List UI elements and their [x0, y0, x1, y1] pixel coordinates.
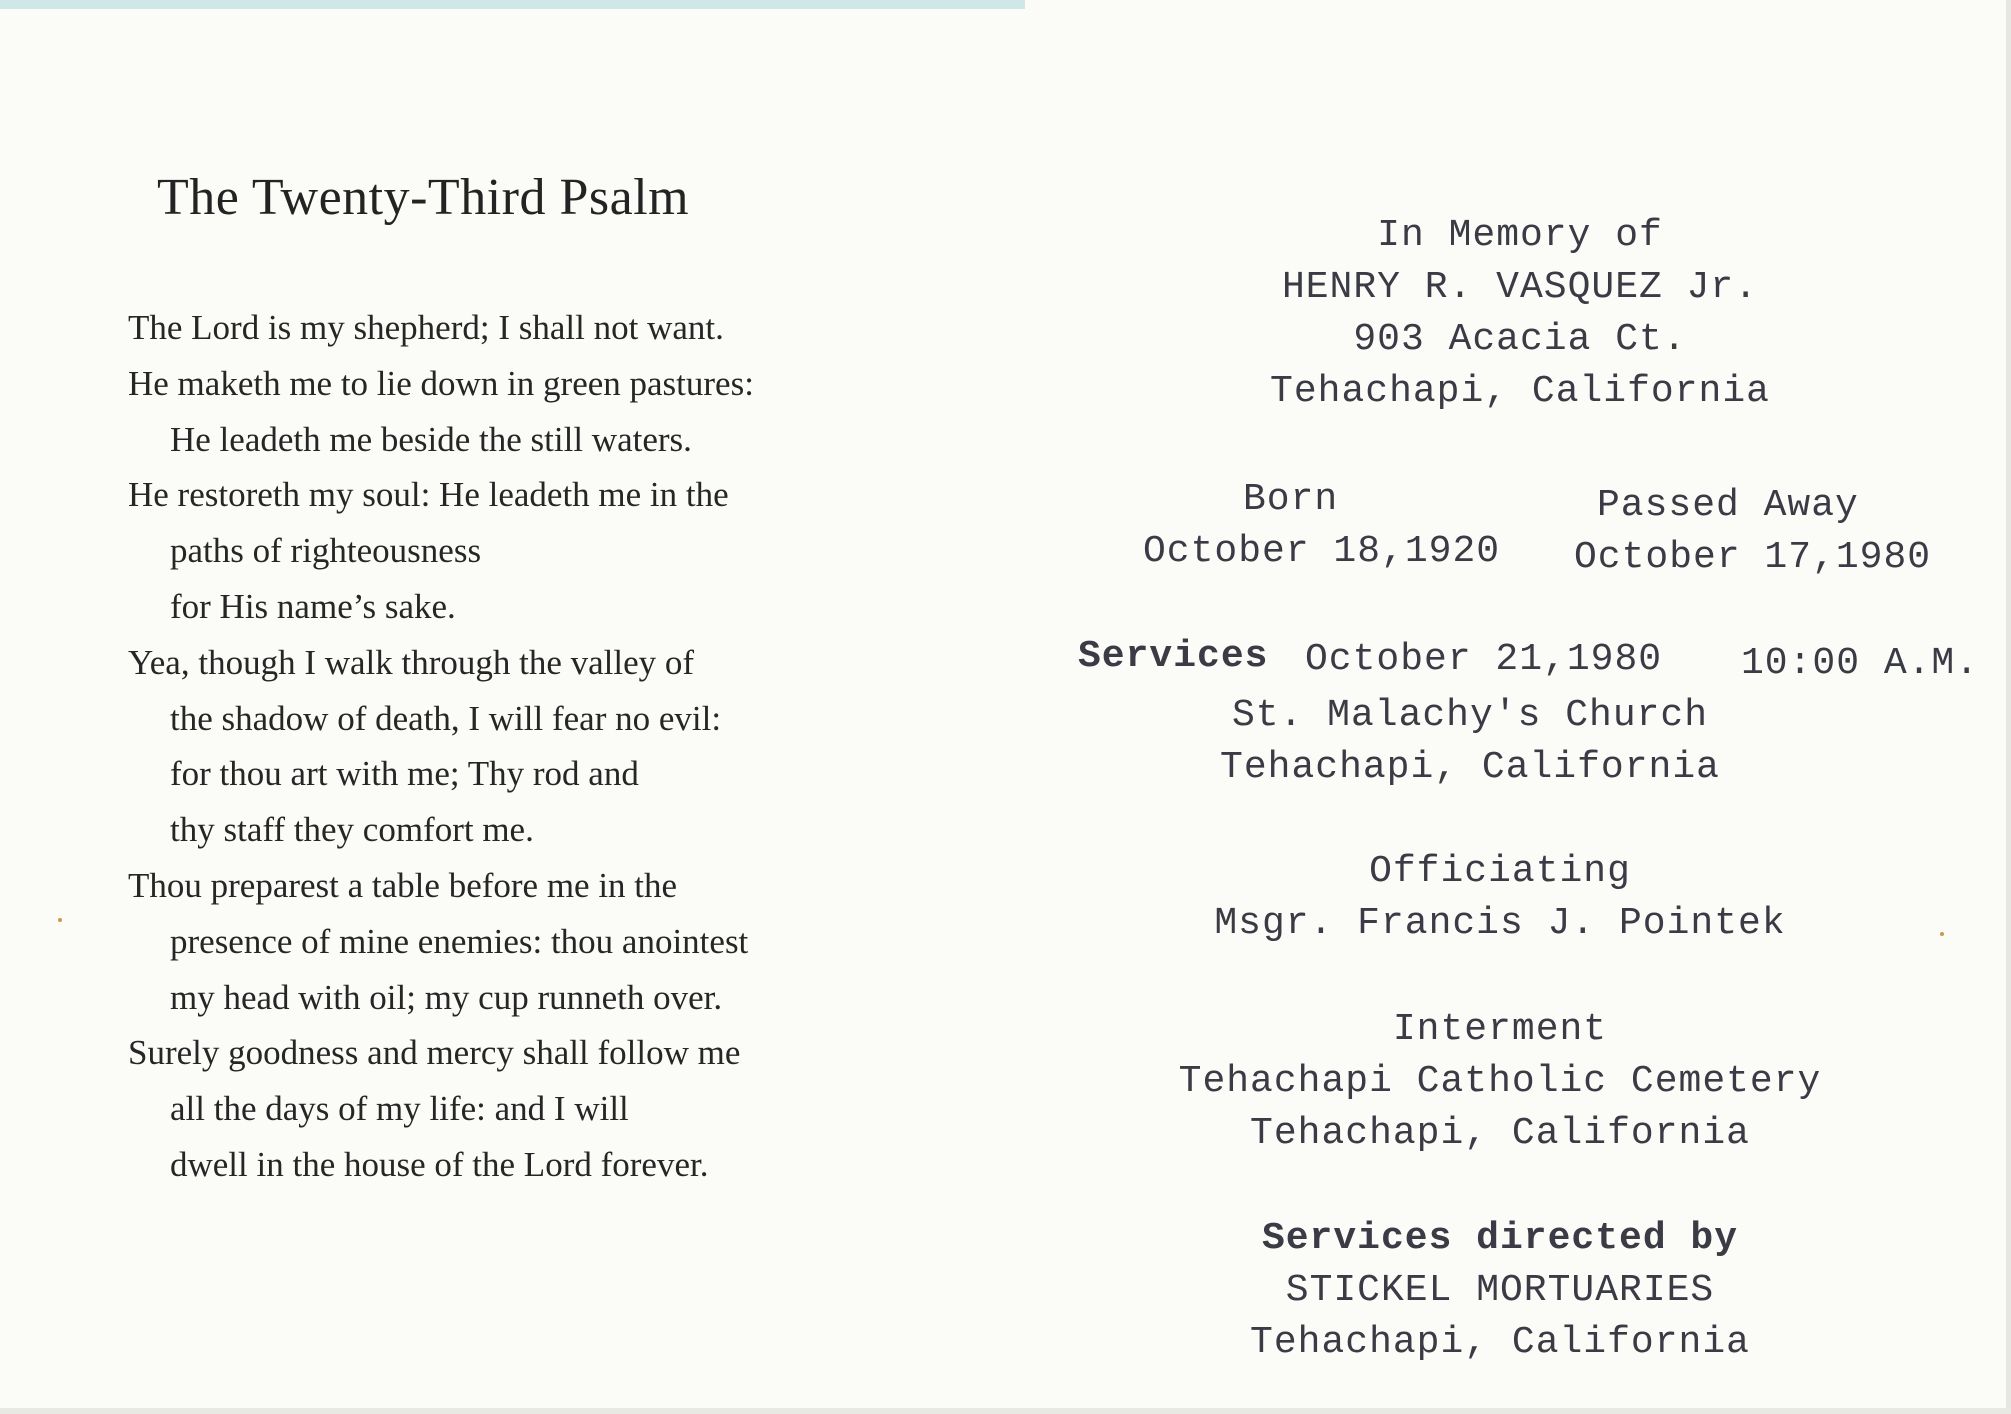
- paper-right-edge: [2006, 0, 2011, 1414]
- mortuary-city: Tehachapi, California: [1250, 1321, 1750, 1364]
- psalm-line: Surely goodness and mercy shall follow me: [128, 1033, 741, 1073]
- in-memory-heading: In Memory of: [1377, 214, 1663, 257]
- psalm-line: Thou preparest a table before me in the: [128, 865, 678, 905]
- psalm-line: for thou art with me; Thy rod and: [170, 754, 639, 794]
- psalm-line: the shadow of death, I will fear no evil:: [170, 698, 722, 738]
- psalm-line: paths of righteousness: [170, 531, 482, 571]
- church-city: Tehachapi, California: [1220, 746, 1720, 789]
- address-city: Tehachapi, California: [1270, 370, 1770, 413]
- services-label: Services: [1078, 635, 1269, 678]
- directed-by-label: Services directed by: [1261, 1217, 1739, 1260]
- church-name: St. Malachy's Church: [1231, 694, 1709, 737]
- passed-away-label: Passed Away: [1597, 484, 1859, 527]
- psalm-line: dwell in the house of the Lord forever.: [170, 1144, 709, 1184]
- mortuary-name: STICKEL MORTUARIES: [1285, 1269, 1715, 1312]
- psalm-line: all the days of my life: and I will: [170, 1089, 629, 1129]
- church-block: [1170, 690, 1770, 794]
- deceased-name: HENRY R. VASQUEZ Jr.: [1281, 266, 1759, 309]
- psalm-line: presence of mine enemies: thou anointest: [170, 921, 749, 961]
- services-time: 10:00 A.M.: [1741, 642, 1980, 685]
- memorial-header: [1170, 210, 1870, 418]
- paper-speck: [1940, 932, 1944, 936]
- psalm-line: The Lord is my shepherd; I shall not want.: [128, 308, 724, 347]
- psalm-line: for His name’s sake.: [170, 586, 456, 626]
- interment-block: [1150, 1004, 1850, 1160]
- cemetery-city: Tehachapi, California: [1250, 1112, 1750, 1155]
- passed-away-date: October 17,1980: [1574, 536, 1932, 579]
- psalm-line: Yea, though I walk through the valley of: [128, 642, 695, 682]
- services-date: October 21,1980: [1305, 638, 1663, 681]
- born-date: October 18,1920: [1143, 530, 1501, 573]
- officiating-label: Officiating: [1369, 850, 1631, 893]
- mortuary-block: [1170, 1213, 1830, 1369]
- interment-label: Interment: [1392, 1008, 1608, 1051]
- officiant-name: Msgr. Francis J. Pointek: [1214, 902, 1786, 945]
- psalm-line: thy staff they comfort me.: [170, 810, 534, 850]
- psalm-line: He restoreth my soul: He leadeth me in the: [128, 475, 729, 515]
- cemetery-name: Tehachapi Catholic Cemetery: [1178, 1060, 1822, 1103]
- psalm-title: The Twenty-Third Psalm: [157, 169, 690, 226]
- paper-top-strip: [0, 0, 1025, 9]
- born-label: Born: [1243, 478, 1339, 521]
- psalm-line: He leadeth me beside the still waters.: [170, 419, 692, 459]
- psalm-line: He maketh me to lie down in green pastures:: [128, 363, 754, 403]
- paper-speck: [58, 918, 62, 922]
- paper-bottom-edge: [0, 1408, 2011, 1414]
- address-street: 903 Acacia Ct.: [1353, 318, 1687, 361]
- officiating-block: [1160, 846, 1840, 950]
- psalm-text: [128, 300, 928, 1193]
- psalm-line: my head with oil; my cup runneth over.: [170, 977, 723, 1017]
